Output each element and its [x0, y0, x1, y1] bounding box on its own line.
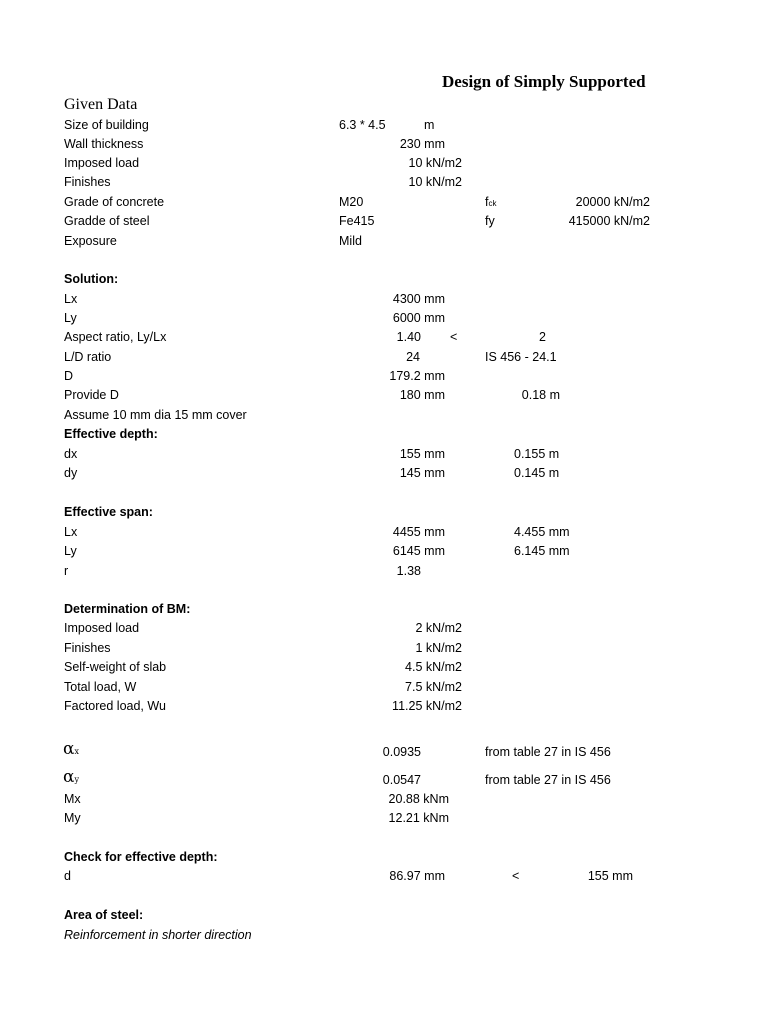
check-depth-heading: Check for effective depth:	[64, 850, 218, 864]
my-label: My	[64, 811, 81, 825]
size-unit: m	[424, 118, 435, 132]
alpha-x-symbol: αx	[63, 739, 79, 759]
steel-value: Fe415	[339, 214, 375, 228]
bm-finishes-value: 1 kN/m2	[415, 641, 462, 655]
factored-load-value: 11.25 kN/m2	[392, 699, 462, 713]
alpha-y-value: 0.0547	[382, 773, 421, 787]
dx-label: dx	[64, 447, 78, 461]
check-d-label: d	[64, 869, 71, 883]
bm-imposed-value: 2 kN/m2	[415, 621, 462, 635]
d-value: 179.2 mm	[389, 369, 445, 383]
aspect-value: 1.40	[396, 330, 421, 344]
ly-value: 6000 mm	[392, 311, 445, 325]
concrete-value: M20	[339, 195, 364, 209]
total-load-value: 7.5 kN/m2	[405, 680, 462, 694]
bm-imposed-label: Imposed load	[64, 621, 140, 635]
page-title: Design of Simply Supported	[442, 72, 646, 91]
provide-d-metres: 0.18 m	[521, 388, 560, 402]
check-d-value: 86.97 mm	[389, 869, 445, 883]
fy-value: 415000 kN/m2	[568, 214, 650, 228]
provide-d-label: Provide D	[64, 388, 119, 402]
alpha-x-value: 0.0935	[382, 745, 421, 759]
concrete-label: Grade of concrete	[64, 195, 165, 209]
steel-label: Gradde of steel	[64, 214, 150, 228]
finishes-label: Finishes	[64, 175, 111, 189]
exposure-label: Exposure	[64, 234, 117, 248]
effective-span-heading: Effective span:	[64, 505, 153, 519]
area-of-steel-heading: Area of steel:	[64, 908, 144, 922]
span-lx-value: 4455 mm	[392, 525, 445, 539]
r-label: r	[64, 564, 69, 578]
ld-value: 24	[406, 350, 420, 364]
ly-label: Ly	[64, 311, 77, 325]
d-label: D	[64, 369, 74, 383]
wall-label: Wall thickness	[64, 137, 144, 151]
imposed-label: Imposed load	[64, 156, 140, 170]
lx-label: Lx	[64, 292, 78, 306]
alpha-y-reference: from table 27 in IS 456	[485, 773, 611, 787]
dy-label: dy	[64, 466, 78, 480]
ld-label: L/D ratio	[64, 350, 112, 364]
span-ly-value: 6145 mm	[392, 544, 445, 558]
dy-metres: 0.145 m	[514, 466, 560, 480]
span-ly-label: Ly	[64, 544, 77, 558]
effective-depth-heading: Effective depth:	[64, 427, 158, 441]
dy-value: 145 mm	[399, 466, 445, 480]
self-weight-value: 4.5 kN/m2	[405, 660, 462, 674]
imposed-value: 10 kN/m2	[408, 156, 462, 170]
size-value: 6.3 * 4.5	[339, 118, 386, 132]
wall-value: 230 mm	[399, 137, 445, 151]
fy-label: fy	[485, 214, 495, 228]
r-value: 1.38	[396, 564, 421, 578]
given-data-heading: Given Data	[64, 96, 138, 113]
alpha-x-reference: from table 27 in IS 456	[485, 745, 611, 759]
aspect-limit: 2	[539, 330, 546, 344]
total-load-label: Total load, W	[64, 680, 137, 694]
my-value: 12.21 kNm	[388, 811, 449, 825]
factored-load-label: Factored load, Wu	[64, 699, 166, 713]
fck-label: fck	[485, 195, 497, 209]
assume-cover-note: Assume 10 mm dia 15 mm cover	[64, 408, 247, 422]
bm-heading: Determination of BM:	[64, 602, 191, 616]
self-weight-label: Self-weight of slab	[64, 660, 167, 674]
solution-heading: Solution:	[64, 272, 119, 286]
reinforcement-subheading: Reinforcement in shorter direction	[64, 928, 252, 942]
fck-value: 20000 kN/m2	[575, 195, 650, 209]
ld-reference: IS 456 - 24.1	[485, 350, 557, 364]
check-limit: 155 mm	[587, 869, 633, 883]
dx-metres: 0.155 m	[514, 447, 560, 461]
span-ly-metres: 6.145 mm	[514, 544, 570, 558]
exposure-value: Mild	[339, 234, 362, 248]
mx-value: 20.88 kNm	[388, 792, 449, 806]
aspect-less-than: <	[450, 330, 458, 344]
dx-value: 155 mm	[399, 447, 445, 461]
bm-finishes-label: Finishes	[64, 641, 111, 655]
alpha-y-symbol: αy	[63, 767, 80, 787]
span-lx-metres: 4.455 mm	[514, 525, 570, 539]
finishes-value: 10 kN/m2	[408, 175, 462, 189]
span-lx-label: Lx	[64, 525, 78, 539]
check-less-than: <	[512, 869, 520, 883]
provide-d-value: 180 mm	[399, 388, 445, 402]
lx-value: 4300 mm	[392, 292, 445, 306]
mx-label: Mx	[64, 792, 81, 806]
aspect-label: Aspect ratio, Ly/Lx	[64, 330, 167, 344]
size-label: Size of building	[64, 118, 149, 132]
